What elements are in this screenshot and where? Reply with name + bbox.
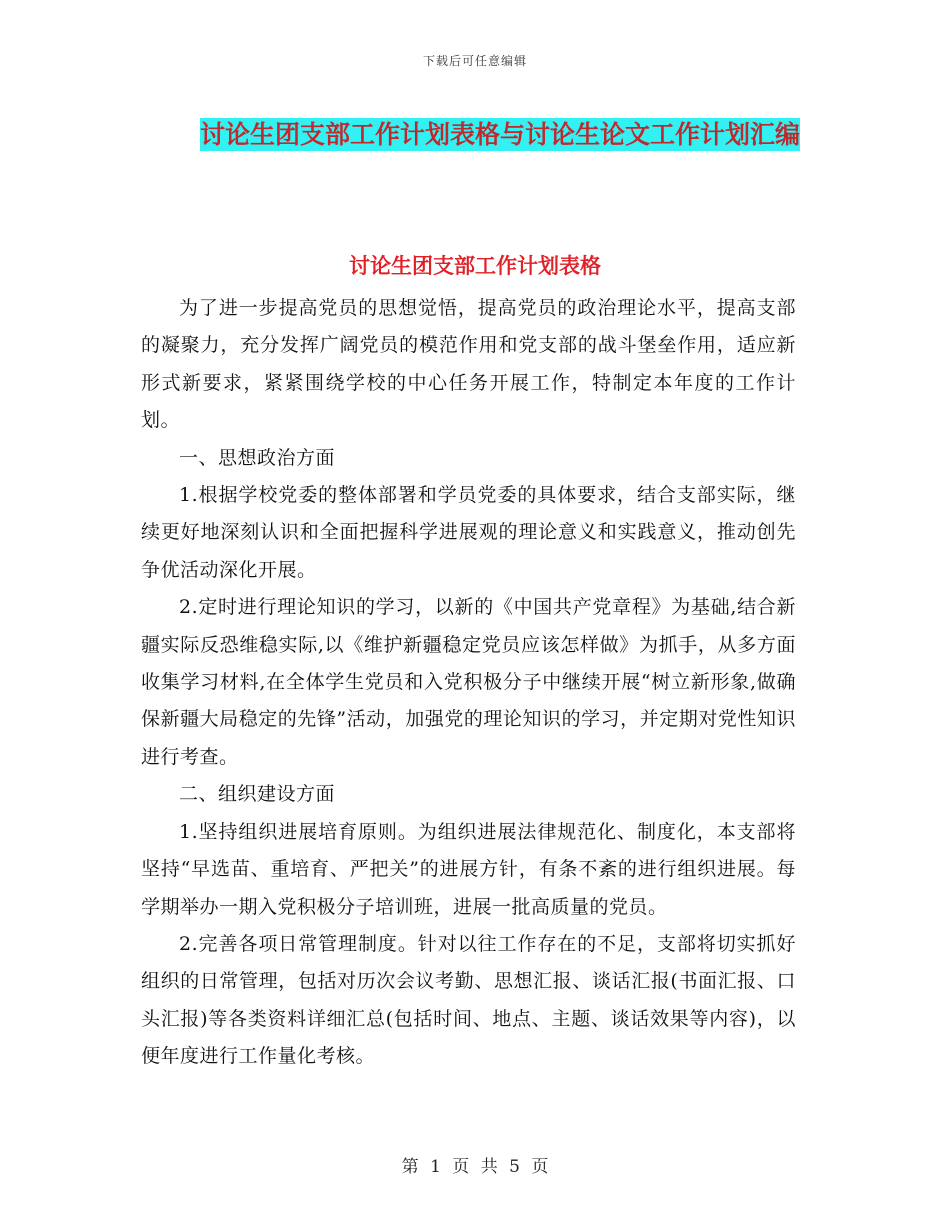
paragraph-organization-2: 2.完善各项日常管理制度。针对以往工作存在的不足，支部将切实抓好组织的日常管理，包括对历次会议考勤、思想汇报、谈话汇报(书面汇报、口头汇报)等各类资料详细汇总(包括时间、地点、主题、谈话效果等内容)，以便年度进行工作量化考核。 <box>141 932 796 1068</box>
body-text <box>141 290 796 1076</box>
paragraph-organization-1: 1.坚持组织进展培育原则。为组织进展法律规范化、制度化，本支部将坚持“早选苗、重培育、严把关”的进展方针，有条不紊的进行组织进展。每学期举办一期入党积极分子培训班，进展一批高质量的党员。 <box>141 820 796 918</box>
paragraph-ideology-1: 1.根据学校党委的整体部署和学员党委的具体要求，结合支部实际，继续更好地深刻认识和全面把握科学进展观的理论意义和实践意义，推动创先争优活动深化开展。 <box>141 484 796 581</box>
page-number: 第 1 页 共 5 页 <box>401 1157 549 1177</box>
heading-ideology: 一、思想政治方面 <box>179 446 336 469</box>
document-title <box>195 112 805 157</box>
heading-organization: 二、组织建设方面 <box>179 783 336 806</box>
paragraph-intro: 为了进一步提高党员的思想觉悟，提高党员的政治理论水平，提高支部的凝聚力，充分发挥广阔党员的模范作用和党支部的战斗堡垒作用，适应新形式新要求，紧紧围绕学校的中心任务开展工作，特制定本年度的工作计划。 <box>141 297 796 432</box>
section-title: 讨论生团支部工作计划表格 <box>349 254 601 278</box>
document-title-text: 讨论生团支部工作计划表格与讨论生论文工作计划汇编 <box>199 120 800 149</box>
header-note: 下载后可任意编辑 <box>422 54 527 68</box>
paragraph-ideology-2: 2.定时进行理论知识的学习，以新的《中国共产党章程》为基础,结合新疆实际反恐维稳实际,以《维护新疆稳定党员应该怎样做》为抓手，从多方面收集学习材料,在全体学生党员和入党积极分子中继续开展“树立新形象,做确保新疆大局稳定的先锋”活动，加强党的理论知识的学习，并定期对党性知识进行考查。 <box>141 596 796 768</box>
